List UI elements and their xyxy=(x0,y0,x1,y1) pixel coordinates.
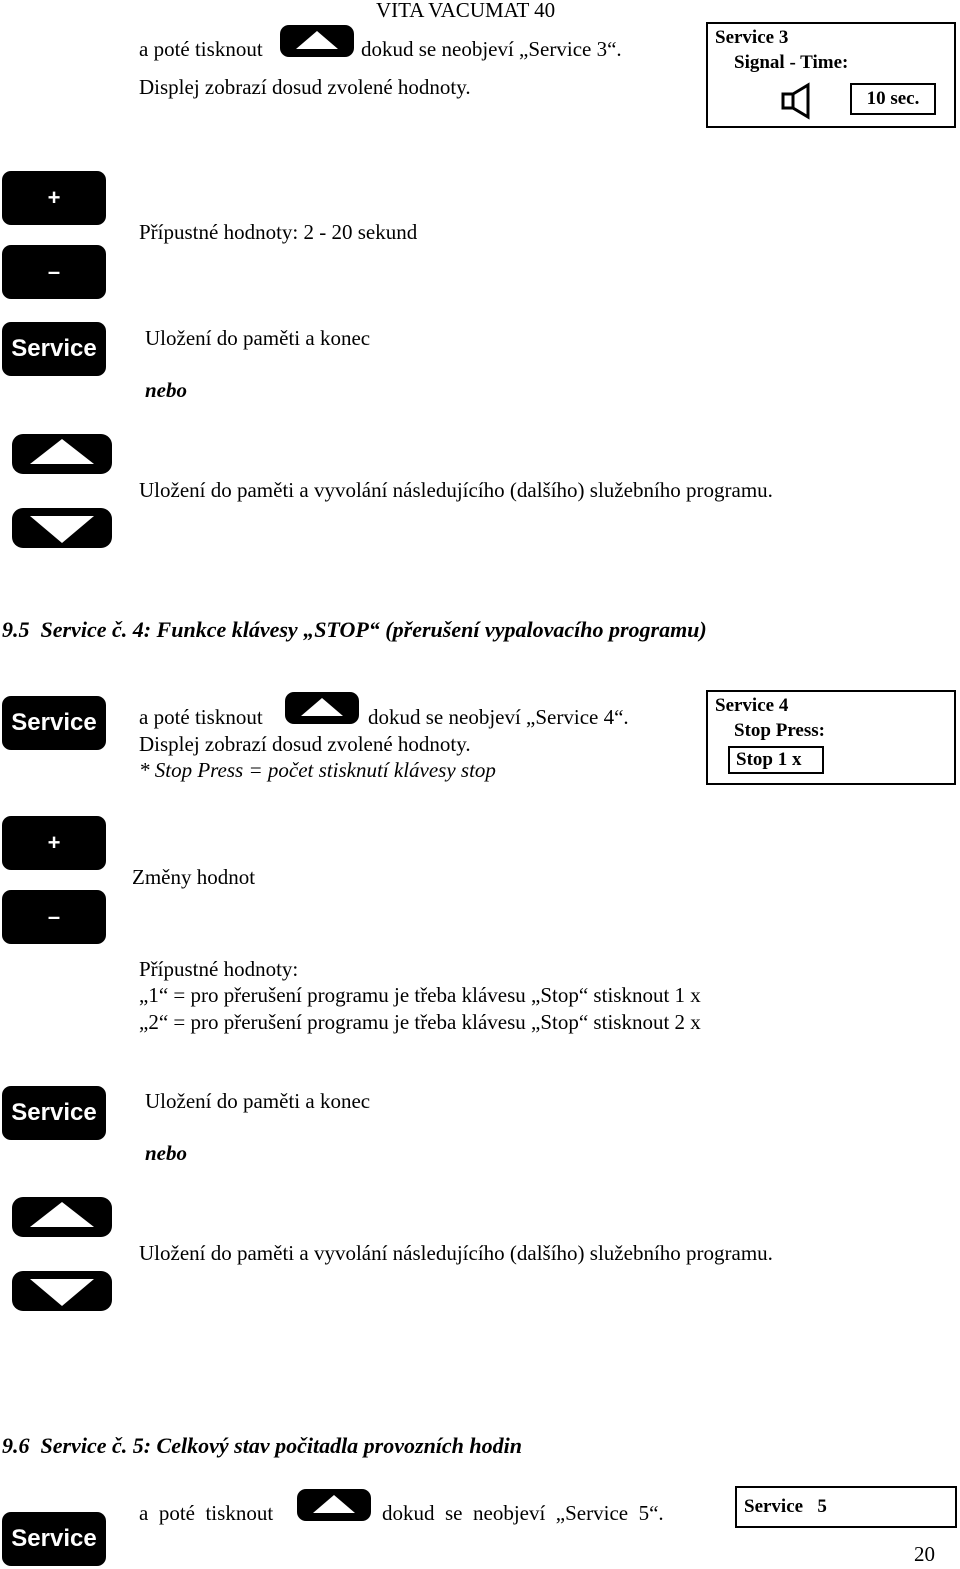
save-end-text: Uložení do paměti a konec xyxy=(145,1089,371,1113)
instruction-text: dokud se neobjeví „Service 4“. xyxy=(368,705,629,729)
speaker-icon xyxy=(780,82,820,120)
display-service-3 xyxy=(706,22,956,128)
service-button[interactable]: Service xyxy=(2,696,106,750)
instruction-text: dokud se neobjeví „Service 5“. xyxy=(382,1501,664,1525)
display-line: Service 4 xyxy=(715,695,789,716)
save-next-text: Uložení do paměti a vyvolání následujícího (dalšího) služebního programu. xyxy=(139,1241,773,1265)
display-value: Stop 1 x xyxy=(728,746,824,774)
footnote-text: * Stop Press = počet stisknutí klávesy stop xyxy=(139,758,496,782)
display-value: 10 sec. xyxy=(850,83,936,115)
instruction-text: Displej zobrazí dosud zvolené hodnoty. xyxy=(139,75,471,99)
plus-button[interactable]: + xyxy=(2,171,106,225)
instruction-text: dokud se neobjeví „Service 3“. xyxy=(361,37,622,61)
instruction-text: a poté tisknout xyxy=(139,37,263,61)
display-service-4 xyxy=(706,690,956,785)
display-line: Service 5 xyxy=(744,1496,827,1517)
service-button[interactable]: Service xyxy=(2,322,106,376)
save-next-text: Uložení do paměti a vyvolání následujícího (dalšího) služebního programu. xyxy=(139,478,773,502)
section-heading: 9.5 Service č. 4: Funkce klávesy „STOP“ (přerušení vypalovacího programu) xyxy=(2,617,707,642)
service-button[interactable]: Service xyxy=(2,1512,106,1566)
up-arrow-key-icon xyxy=(285,692,359,724)
up-arrow-key-icon[interactable] xyxy=(12,1197,112,1237)
up-arrow-key-icon[interactable] xyxy=(12,434,112,474)
down-arrow-key-icon[interactable] xyxy=(12,1271,112,1311)
minus-button[interactable]: – xyxy=(2,890,106,944)
display-line: Stop Press: xyxy=(734,720,825,741)
or-text: nebo xyxy=(145,378,187,402)
allowed-values-title: Přípustné hodnoty: xyxy=(139,957,299,981)
display-service-5 xyxy=(735,1486,957,1528)
allowed-value-item: „2“ = pro přerušení programu je třeba klávesu „Stop“ stisknout 2 x xyxy=(139,1010,701,1034)
instruction-text: Displej zobrazí dosud zvolené hodnoty. xyxy=(139,732,471,756)
allowed-value-item: „1“ = pro přerušení programu je třeba klávesu „Stop“ stisknout 1 x xyxy=(139,983,701,1007)
instruction-text: a poté tisknout xyxy=(139,705,263,729)
up-arrow-key-icon xyxy=(280,25,354,57)
display-line: Signal - Time: xyxy=(734,52,849,73)
plus-button[interactable]: + xyxy=(2,816,106,870)
save-end-text: Uložení do paměti a konec xyxy=(145,326,371,350)
page-number: 20 xyxy=(914,1542,935,1566)
up-arrow-key-icon xyxy=(297,1489,371,1521)
allowed-values-text: Přípustné hodnoty: 2 - 20 sekund xyxy=(139,220,418,244)
display-line: Service 3 xyxy=(715,27,789,48)
document-header: VITA VACUMAT 40 xyxy=(376,0,556,22)
section-heading: 9.6 Service č. 5: Celkový stav počitadla provozních hodin xyxy=(2,1433,522,1458)
instruction-text: a poté tisknout xyxy=(139,1501,274,1525)
value-changes-text: Změny hodnot xyxy=(132,865,256,889)
service-button[interactable]: Service xyxy=(2,1086,106,1140)
minus-button[interactable]: – xyxy=(2,245,106,299)
or-text: nebo xyxy=(145,1141,187,1165)
down-arrow-key-icon[interactable] xyxy=(12,508,112,548)
